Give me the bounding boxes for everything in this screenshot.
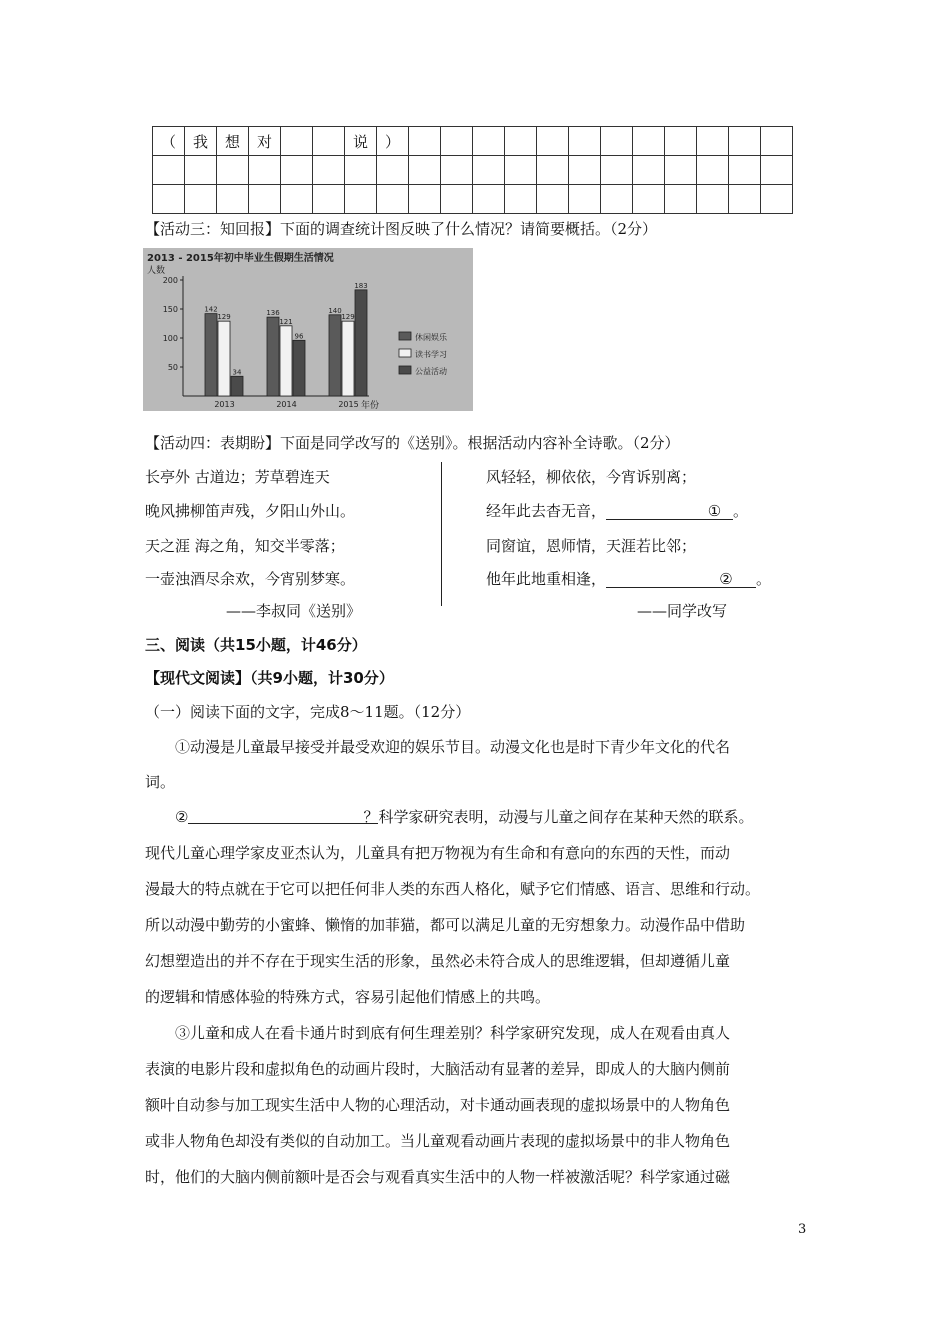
passage-p3-line-5: 时，他们的大脑内侧前额叶是否会与观看真实生活中的人物一样被激活呢？科学家通过磁 bbox=[145, 1168, 731, 1186]
y-tick-label: 50 bbox=[167, 363, 178, 372]
grid-cell: 对 bbox=[249, 127, 281, 156]
activity3-question: 【活动三：知回报】下面的调查统计图反映了什么情况？请简要概括。（2分） bbox=[145, 220, 658, 238]
blank-1-marker: ① bbox=[707, 502, 722, 520]
answer-blank-p2[interactable] bbox=[188, 806, 378, 824]
legend-swatch bbox=[399, 366, 411, 374]
grid-cell bbox=[217, 156, 249, 185]
grid-cell bbox=[473, 156, 505, 185]
grid-cell bbox=[633, 156, 665, 185]
poem-right-line-2-suffix: 。 bbox=[733, 502, 749, 520]
grid-cell bbox=[185, 156, 217, 185]
grid-cell bbox=[729, 185, 761, 214]
poem-left-author: ——李叔同《送别》 bbox=[226, 602, 362, 620]
grid-cell bbox=[537, 156, 569, 185]
grid-cell bbox=[345, 156, 377, 185]
grid-cell bbox=[665, 127, 697, 156]
blank-2-marker: ② bbox=[719, 570, 733, 588]
legend-label: 休闲娱乐 bbox=[415, 333, 447, 342]
grid-cell bbox=[633, 185, 665, 214]
legend-swatch bbox=[399, 332, 411, 340]
grid-cell bbox=[441, 127, 473, 156]
data-label: 183 bbox=[354, 281, 368, 290]
grid-cell bbox=[217, 185, 249, 214]
grid-cell bbox=[761, 185, 793, 214]
y-tick-label: 150 bbox=[162, 305, 178, 314]
grid-cell bbox=[153, 185, 185, 214]
passage-p3-line-2: 表演的电影片段和虚拟角色的动画片段时，大脑活动有显著的差异，即成人的大脑内侧前 bbox=[145, 1060, 731, 1078]
page-number: 3 bbox=[798, 1222, 807, 1237]
grid-cell bbox=[185, 185, 217, 214]
grid-cell bbox=[441, 185, 473, 214]
bar-chart bbox=[143, 248, 473, 411]
grid-cell bbox=[409, 127, 441, 156]
data-label: 129 bbox=[341, 313, 355, 322]
passage-p3-line-1: ③儿童和成人在看卡通片时到底有何生理差别？科学家研究发现，成人在观看由真人 bbox=[175, 1024, 731, 1042]
grid-cell bbox=[633, 127, 665, 156]
data-label: 136 bbox=[266, 309, 280, 318]
bar bbox=[355, 290, 367, 396]
poem-divider bbox=[441, 462, 442, 606]
data-label: 34 bbox=[232, 368, 242, 377]
grid-cell bbox=[761, 156, 793, 185]
grid-cell: ） bbox=[377, 127, 409, 156]
activity4-question: 【活动四：表期盼】下面是同学改写的《送别》。根据活动内容补全诗歌。（2分） bbox=[145, 434, 680, 452]
grid-cell bbox=[313, 127, 345, 156]
grid-cell bbox=[281, 185, 313, 214]
reading-instruction: （一）阅读下面的文字，完成8～11题。（12分） bbox=[145, 703, 471, 721]
grid-cell bbox=[601, 127, 633, 156]
grid-cell bbox=[505, 185, 537, 214]
y-axis-label: 人数 bbox=[147, 266, 166, 276]
grid-cell bbox=[601, 156, 633, 185]
blank-question-mark: ？ bbox=[363, 808, 379, 826]
grid-cell bbox=[505, 127, 537, 156]
passage-p3-line-3: 额叶自动参与加工现实生活中人物的心理活动，对卡通动画表现的虚拟场景中的人物角色 bbox=[145, 1096, 731, 1114]
writing-grid bbox=[152, 126, 793, 214]
grid-cell: 说 bbox=[345, 127, 377, 156]
data-label: 142 bbox=[204, 305, 218, 314]
poem-right-line-2-prefix: 经年此去杳无音， bbox=[486, 502, 607, 520]
grid-cell: （ bbox=[153, 127, 185, 156]
passage-p1-line-1: ①动漫是儿童最早接受并最受欢迎的娱乐节目。动漫文化也是时下青少年文化的代名 bbox=[175, 738, 731, 756]
passage-p2-line-3: 漫最大的特点就在于它可以把任何非人类的东西人格化，赋予它们情感、语言、思维和行动。 bbox=[145, 880, 761, 898]
grid-cell bbox=[665, 185, 697, 214]
chart-title: 2013 - 2015年初中毕业生假期生活情况 bbox=[147, 253, 334, 264]
paragraph-number: ② bbox=[175, 808, 189, 826]
data-label: 121 bbox=[279, 317, 293, 326]
passage-p2-line-5: 幻想塑造出的并不存在于现实生活的形象，虽然必未符合成人的思维逻辑，但却遵循儿童 bbox=[145, 952, 731, 970]
grid-cell bbox=[313, 185, 345, 214]
grid-cell bbox=[473, 127, 505, 156]
grid-cell bbox=[569, 185, 601, 214]
answer-blank-2[interactable] bbox=[606, 570, 756, 588]
grid-cell bbox=[537, 127, 569, 156]
poem-right-line-2 bbox=[486, 500, 748, 521]
poem-left-line-2: 晚风拂柳笛声残，夕阳山外山。 bbox=[145, 502, 356, 520]
grid-cell bbox=[761, 127, 793, 156]
x-tick-label: 2013 bbox=[214, 400, 235, 409]
x-axis-label: 年份 bbox=[361, 401, 380, 411]
data-label: 96 bbox=[294, 332, 304, 341]
grid-cell bbox=[345, 185, 377, 214]
bar bbox=[231, 376, 243, 396]
answer-blank-1[interactable] bbox=[606, 502, 733, 520]
grid-cell bbox=[153, 156, 185, 185]
poem-left-line-4: 一壶浊酒尽余欢，今宵别梦寒。 bbox=[145, 570, 356, 588]
grid-cell bbox=[313, 156, 345, 185]
grid-cell bbox=[281, 156, 313, 185]
passage-p2-line-1-rest: 科学家研究表明，动漫与儿童之间存在某种天然的联系。 bbox=[378, 808, 754, 826]
grid-cell bbox=[729, 127, 761, 156]
x-tick-label: 2014 bbox=[276, 400, 297, 409]
grid-cell bbox=[569, 127, 601, 156]
poem-left-line-1: 长亭外 古道边；芳草碧连天 bbox=[145, 468, 330, 486]
bar bbox=[218, 321, 230, 396]
poem-right-line-3: 同窗谊，恩师情，天涯若比邻； bbox=[486, 537, 697, 555]
bar bbox=[205, 314, 217, 396]
poem-right-line-4-suffix: 。 bbox=[756, 570, 772, 588]
legend-label: 公益活动 bbox=[415, 367, 447, 376]
legend-swatch bbox=[399, 349, 411, 357]
grid-cell bbox=[377, 156, 409, 185]
grid-cell bbox=[729, 156, 761, 185]
passage-p1-line-2: 词。 bbox=[145, 773, 176, 791]
passage-p2-line-1 bbox=[175, 806, 845, 827]
passage-p3-line-4: 或非人物角色却没有类似的自动加工。当儿童观看动画片表现的虚拟场景中的非人物角色 bbox=[145, 1132, 731, 1150]
grid-cell bbox=[409, 185, 441, 214]
grid-cell bbox=[697, 156, 729, 185]
grid-cell bbox=[569, 156, 601, 185]
poem-left-line-3: 天之涯 海之角，知交半零落； bbox=[145, 537, 345, 555]
survey-chart bbox=[143, 248, 473, 411]
grid-cell bbox=[505, 156, 537, 185]
grid-cell: 我 bbox=[185, 127, 217, 156]
passage-p2-line-2: 现代儿童心理学家皮亚杰认为，儿童具有把万物视为有生命和有意向的东西的天性，而动 bbox=[145, 844, 731, 862]
grid-row-3 bbox=[153, 185, 793, 214]
bar bbox=[293, 340, 305, 396]
poem-right-author: ——同学改写 bbox=[637, 602, 728, 620]
grid-cell bbox=[377, 185, 409, 214]
poem-right-line-1: 风轻轻，柳依依，今宵诉别离； bbox=[486, 468, 697, 486]
grid-cell bbox=[697, 127, 729, 156]
grid-cell bbox=[665, 156, 697, 185]
grid-cell bbox=[249, 185, 281, 214]
grid-cell bbox=[249, 156, 281, 185]
y-tick-label: 100 bbox=[162, 334, 178, 343]
passage-p2-line-4: 所以动漫中勤劳的小蜜蜂、懒惰的加菲猫，都可以满足儿童的无穷想象力。动漫作品中借助 bbox=[145, 916, 746, 934]
grid-cell bbox=[537, 185, 569, 214]
grid-cell bbox=[409, 156, 441, 185]
grid-cell: 想 bbox=[217, 127, 249, 156]
grid-cell bbox=[441, 156, 473, 185]
grid-cell bbox=[281, 127, 313, 156]
passage-p2-line-6: 的逻辑和情感体验的特殊方式，容易引起他们情感上的共鸣。 bbox=[145, 988, 551, 1006]
section-subtitle: 【现代文阅读】（共9小题，计30分） bbox=[145, 669, 394, 687]
grid-cell bbox=[697, 185, 729, 214]
bar bbox=[342, 321, 354, 396]
poem-right-line-4 bbox=[486, 568, 771, 589]
data-label: 129 bbox=[217, 313, 231, 322]
y-tick-label: 200 bbox=[162, 276, 178, 285]
bar bbox=[267, 317, 279, 396]
bar bbox=[329, 315, 341, 396]
x-tick-label: 2015 bbox=[338, 400, 359, 409]
bar bbox=[280, 326, 292, 396]
grid-cell bbox=[601, 185, 633, 214]
grid-cell bbox=[473, 185, 505, 214]
legend-label: 读书学习 bbox=[415, 350, 447, 359]
poem-right-line-4-prefix: 他年此地重相逢， bbox=[486, 570, 607, 588]
data-label: 140 bbox=[328, 306, 342, 315]
grid-row-1 bbox=[153, 127, 793, 156]
section-title: 三、阅读（共15小题，计46分） bbox=[145, 636, 367, 654]
grid-row-2 bbox=[153, 156, 793, 185]
